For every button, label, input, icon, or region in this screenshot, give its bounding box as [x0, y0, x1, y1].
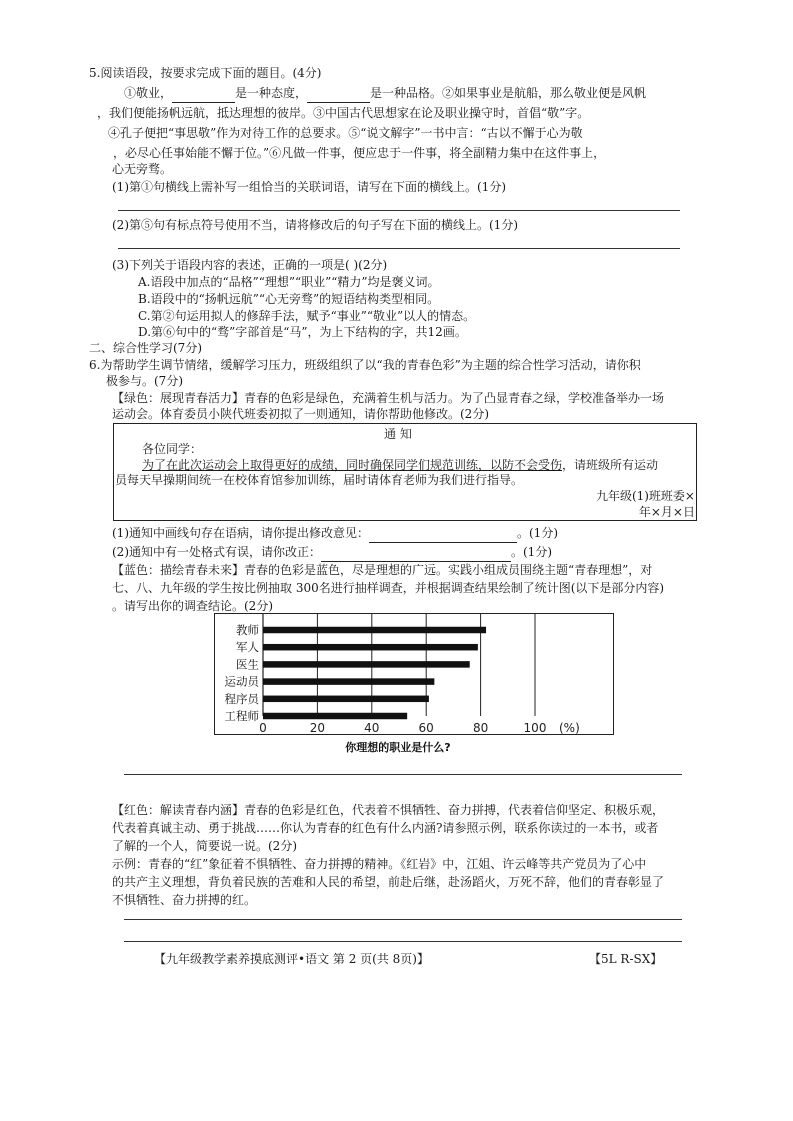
blue-section-2: 七、八、九年级的学生按比例抽取 300名进行抽样调查，并根据调查结果绘制了统计图(以下是部分内容) [112, 581, 665, 595]
axis-unit-label: (%) [559, 721, 580, 735]
option-a: A.语段中加点的“品格”“理想”“职业”“精力”均是褒义词。 [138, 275, 440, 289]
red-section-2: 代表着真诚主动、勇于挑战……你认为青春的红色有什么内涵?请参照示例，联系你读过的一本书，或者 [112, 821, 659, 835]
category-label: 军人 [236, 640, 259, 655]
answer-line-red-2[interactable] [124, 941, 682, 942]
bar [263, 661, 470, 668]
example-line-3: 不惧牺牲、奋力拼搏的红。 [112, 893, 257, 907]
q6-ask-text: 。(1分) [511, 545, 552, 559]
option-b: B.语段中的“扬帆远航”“心无旁骛”的短语结构类型相同。 [138, 292, 440, 306]
q5-para-line-5: 心无旁骛。 [112, 162, 173, 176]
x-tick-label: 60 [418, 721, 434, 735]
answer-line-blue[interactable] [124, 774, 682, 775]
blue-section-1: 【蓝色：描绘青春未来】青春的色彩是蓝色，尽是理想的广远。实践小组成员围绕主题“青春理想”，对 [112, 563, 653, 577]
x-tick-label: 80 [472, 721, 489, 735]
answer-blank-ask2[interactable] [321, 547, 511, 562]
bar [263, 627, 486, 634]
section-2-heading: 二、综合性学习(7分) [89, 341, 202, 355]
answer-line-red-1[interactable] [124, 919, 682, 920]
notice-box [113, 423, 697, 521]
q6-ask-text: (1)通知中画线句存在语病，请你提出修改意见： [112, 526, 369, 540]
fill-blank-1[interactable] [172, 88, 235, 103]
underlined-sentence: 为了在此次运动会上取得更好的成绩，同时确保同学们规范训练，以防不会受伤 [142, 458, 563, 472]
q6-intro-2: 极参与。(7分) [106, 374, 183, 388]
q5-header: 5.阅读语段，按要求完成下面的题目。(4分) [89, 66, 322, 80]
q6-ask-text: 。(1分) [517, 526, 558, 540]
q5-text: 是一种态度， [235, 86, 308, 100]
fill-blank-2[interactable] [307, 88, 370, 103]
category-label: 教师 [236, 623, 259, 637]
q5-sub2: (2)第⑤句有标点符号使用不当，请将修改后的句子写在下面的横线上。(1分) [112, 218, 518, 232]
q5-sub3: (3)下列关于语段内容的表述，正确的一项是( )(2分) [112, 258, 388, 272]
q5-para-line-1 [124, 84, 646, 103]
notice-text: ，请班级所有运动 [562, 458, 659, 472]
x-tick-label: 100 [523, 721, 547, 735]
blue-section-3: 。请写出你的调查结论。(2分) [112, 599, 273, 613]
q6-ask-1 [112, 524, 558, 543]
x-tick-label: 20 [309, 721, 326, 735]
option-d: D.第⑥句中的“骛”字部首是“马”，为上下结构的字，共12画。 [138, 325, 467, 339]
example-line-1: 示例：青春的“红”象征着不惧牺牲、奋力拼搏的精神。《红岩》中，江姐、许云峰等共产党员为了心中 [112, 857, 647, 871]
x-tick-label: 0 [259, 721, 267, 735]
footer-code: 【5L R-SX】 [589, 952, 663, 966]
bar [263, 696, 429, 703]
category-label: 运动员 [224, 674, 259, 689]
red-section-1: 【红色：解读青春内涵】青春的色彩是红色，代表着不惧牺牲、奋力拼搏，代表着信仰坚定、积极乐观， [112, 803, 665, 817]
notice-body-line-2: 员每天早操期间统一在校体育馆参加训练，届时请体育老师为我们进行指导。 [115, 473, 524, 487]
bar [263, 713, 407, 720]
career-bar-chart [214, 613, 614, 758]
notice-date: 年×月×日 [638, 505, 695, 519]
answer-line-q5-1[interactable] [118, 210, 680, 211]
notice-title: 通 知 [384, 427, 412, 441]
q5-text: 是一种品格。②如果事业是航船，那么敬业便是风帆 [370, 86, 647, 100]
q6-intro-1: 6.为帮助学生调节情绪，缓解学习压力，班级组织了以“我的青春色彩”为主题的综合性学习活动，请你积 [89, 358, 641, 372]
answer-line-q5-2[interactable] [118, 248, 680, 249]
q6-ask-2 [112, 543, 552, 562]
chart-title: 你理想的职业是什么? [345, 741, 451, 754]
x-tick-label: 40 [364, 721, 380, 735]
footer-page-info: 【九年级教学素养摸底测评•语文 第 2 页(共 8页)】 [154, 952, 429, 966]
green-section-2: 运动会。体育委员小陕代班委初拟了一则通知，请你帮助他修改。(2分) [112, 407, 490, 421]
q5-sub1: (1)第①句横线上需补写一组恰当的关联词语，请写在下面的横线上。(1分) [112, 180, 506, 194]
green-section-1: 【绿色：展现青春活力】青春的色彩是绿色，充满着生机与活力。为了凸显青春之绿，学校准备举办一场 [112, 391, 665, 405]
category-label: 程序员 [224, 691, 259, 706]
red-section-3: 了解的一个人，简要说一说。(2分) [112, 839, 297, 853]
bar [263, 678, 434, 685]
q5-para-line-4: ，必尽心任事始能不懈于位。”⑥凡做一件事，便应忠于一件事，将全副精力集中在这件事上， [113, 146, 606, 160]
option-c: C.第②句运用拟人的修辞手法，赋予“事业”“敬业”以人的情态。 [138, 309, 476, 323]
notice-signature: 九年级(1)班班委× [595, 489, 695, 503]
q5-text: ①敬业， [124, 86, 173, 100]
category-label: 医生 [236, 657, 259, 672]
q5-para-line-2: ，我们便能扬帆远航，抵达理想的彼岸。③中国古代思想家在论及职业操守时，首倡“敬”字。 [97, 106, 590, 120]
answer-blank-ask1[interactable] [369, 528, 517, 543]
q5-para-line-3: ④孔子便把“事思敬”作为对待工作的总要求。⑤“说文解字”一书中言：“古以不懈于心为敬 [108, 126, 583, 140]
q6-ask-text: (2)通知中有一处格式有误，请你改正： [112, 545, 321, 559]
bar [263, 644, 478, 651]
example-line-2: 的共产主义理想，背负着民族的苦难和人民的希望，前赴后继，赴汤蹈火，万死不辞，他们的青春彰显了 [112, 875, 665, 889]
category-label: 工程师 [224, 709, 259, 723]
notice-greeting: 各位同学： [142, 442, 203, 456]
